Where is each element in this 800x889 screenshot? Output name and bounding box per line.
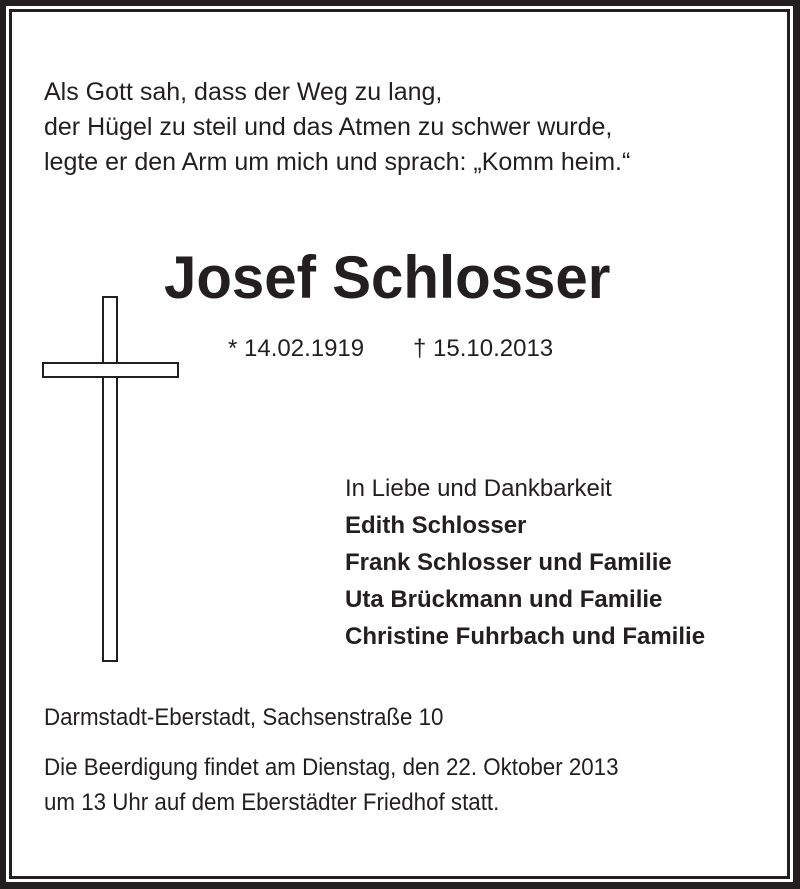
poem-line-3: legte er den Arm um mich und sprach: „Komm heim.“: [44, 148, 631, 176]
address-text: Darmstadt-Eberstadt, Sachsenstraße 10: [44, 704, 444, 731]
mourner-name: Uta Brückmann und Familie: [345, 586, 663, 613]
funeral-info-line-2: um 13 Uhr auf dem Eberstädter Friedhof statt.: [44, 789, 500, 816]
mourner-name: Edith Schlosser: [345, 512, 527, 539]
funeral-info-line-1: Die Beerdigung findet am Dienstag, den 22. Oktober 2013: [44, 754, 619, 781]
obituary-card: [9, 9, 790, 879]
mourner-name: Frank Schlosser und Familie: [345, 549, 672, 576]
poem-line-2: der Hügel zu steil und das Atmen zu schwer wurde,: [44, 113, 613, 141]
obituary-border-outer: [6, 6, 793, 882]
mourner-name: Christine Fuhrbach und Familie: [345, 623, 706, 650]
dedication-text: In Liebe und Dankbarkeit: [345, 475, 612, 502]
poem-line-1: Als Gott sah, dass der Weg zu lang,: [44, 78, 443, 106]
cross-vertical-bar: [102, 296, 118, 662]
deceased-name: Josef Schlosser: [164, 244, 611, 311]
death-date: † 15.10.2013: [413, 335, 554, 362]
birth-date: * 14.02.1919: [228, 335, 365, 362]
cross-center: [104, 364, 116, 376]
